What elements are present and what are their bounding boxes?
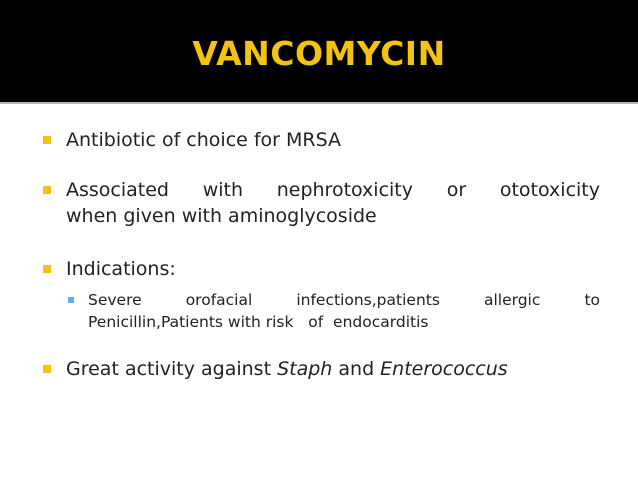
bullet-4-text bbox=[66, 356, 606, 382]
bullet-2-line-2: when given with aminoglycoside bbox=[66, 205, 377, 227]
bullet-4-prefix: Great activity against bbox=[66, 358, 278, 380]
bullet-marker-icon bbox=[43, 365, 51, 373]
word: allergic bbox=[483, 291, 541, 309]
bullet-4-italic-enterococcus: Enterococcus bbox=[380, 358, 508, 380]
bullet-4-italic-staph: Staph bbox=[277, 358, 333, 380]
bullet-marker-icon bbox=[43, 186, 51, 194]
word: with bbox=[202, 179, 244, 201]
word: Associated bbox=[66, 179, 169, 201]
bullet-marker-icon bbox=[43, 265, 51, 273]
sub-bullet-marker-icon bbox=[68, 297, 74, 303]
sub-bullet-line-2: Penicillin,Patients with risk of endocarditis bbox=[88, 313, 429, 331]
sub-bullet-text bbox=[88, 289, 600, 333]
word: Severe bbox=[88, 291, 142, 309]
title-underline bbox=[0, 102, 638, 104]
bullet-2-line-1 bbox=[66, 177, 600, 203]
bullet-3-text: Indications: bbox=[66, 258, 176, 280]
word: orofacial bbox=[185, 291, 253, 309]
word: nephrotoxicity bbox=[276, 179, 414, 201]
word: or bbox=[446, 179, 467, 201]
word: to bbox=[584, 291, 600, 309]
bullet-1-text: Antibiotic of choice for MRSA bbox=[66, 129, 342, 151]
bullet-4-middle: and bbox=[332, 358, 381, 380]
slide-title: VANCOMYCIN bbox=[192, 34, 446, 73]
word: infections,patients bbox=[296, 291, 440, 309]
sub-bullet-line-1 bbox=[88, 289, 600, 311]
word: ototoxicity bbox=[499, 179, 600, 201]
bullet-marker-icon bbox=[43, 136, 51, 144]
bullet-2-text bbox=[66, 177, 600, 229]
